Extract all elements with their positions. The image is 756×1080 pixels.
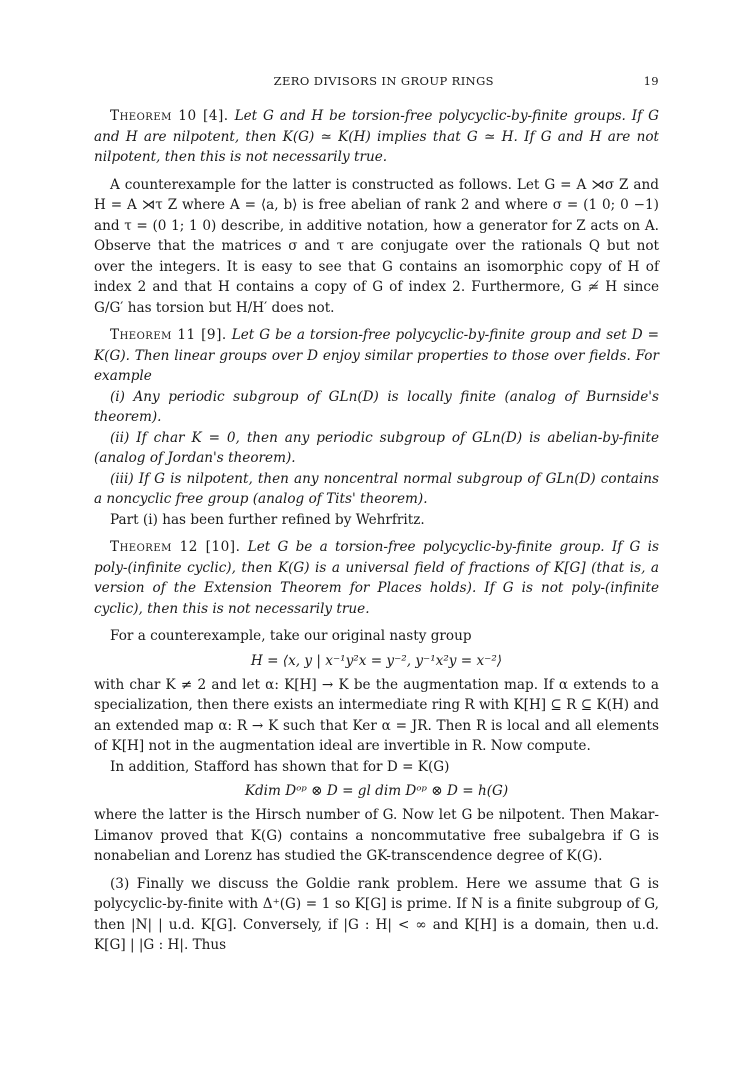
theorem-12 <box>94 537 659 619</box>
theorem-11-body: Let G be a torsion-free polycyclic-by-finite group and set D = K(G). Then linear groups over D enjoy similar properties to those over fields. For example <box>94 327 660 384</box>
paragraph-augmentation: with char K ≠ 2 and let α: K[H] → K be the augmentation map. If α extends to a specialization, then there exists an intermediate ring R with K[H] ⊆ R ⊆ K(H) and an extended map α: R → K such that Ker α = JR. Then R is local and all elements of K[H] not in the augmentation ideal are invertible in R. Now compute. <box>94 676 659 754</box>
paragraph-wehrfritz: Part (i) has been further refined by Wehrfritz. <box>110 511 425 528</box>
theorem-10-label: Theorem 10 [4]. <box>110 108 229 124</box>
display-equation-kdim: Kdim Dᵒᵖ ⊗ D = gl dim Dᵒᵖ ⊗ D = h(G) <box>244 783 509 799</box>
theorem-11-label: Theorem 11 [9]. <box>110 327 227 343</box>
theorem-11-item-ii: (ii) If char K = 0, then any periodic subgroup of GLn(D) is abelian-by-finite (analog of Jordan's theorem). <box>94 429 659 466</box>
theorem-11 <box>94 325 659 387</box>
theorem-11-item-iii: (iii) If G is nilpotent, then any noncentral normal subgroup of GLn(D) contains a noncyclic free group (analog of Tits' theorem). <box>94 470 659 507</box>
paragraph-hirsch: where the latter is the Hirsch number of G. Now let G be nilpotent. Then Makar-Limanov proved that K(G) contains a noncommutative free subalgebra if G is nonabelian and Lorenz has studied the GK-transcendence degree of K(G). <box>94 807 659 864</box>
paragraph-goldie-rank: (3) Finally we discuss the Goldie rank problem. Here we assume that G is polycyclic-by-finite with Δ⁺(G) = 1 so K[G] is prime. If N is a finite subgroup of G, then |N| | u.d. K[G]. Conversely, if |G : H| < ∞ and K[H] is a domain, then u.d. K[G] | |G : H|. Thus <box>94 875 659 953</box>
theorem-12-label: Theorem 12 [10]. <box>110 539 241 555</box>
paragraph-nasty-group: For a counterexample, take our original nasty group <box>110 628 472 644</box>
theorem-12-body: Let G be a torsion-free polycyclic-by-finite group. If G is poly-(infinite cyclic), then K(G) is a universal field of fractions of K[G] (that is, a version of the Extension Theorem for Places holds). If G is not poly-(infinite cyclic), then this is not necessarily true. <box>94 539 659 617</box>
page-number: 19 <box>643 74 659 88</box>
page <box>94 74 659 956</box>
running-title: ZERO DIVISORS IN GROUP RINGS <box>273 74 494 88</box>
display-equation-h: H = ⟨x, y | x⁻¹y²x = y⁻², y⁻¹x²y = x⁻²⟩ <box>250 652 503 669</box>
paragraph-stafford: In addition, Stafford has shown that for D = K(G) <box>110 758 450 775</box>
theorem-10-body: Let G and H be torsion-free polycyclic-by-finite groups. If G and H are nilpotent, then K(G) ≃ K(H) implies that G ≃ H. If G and H are not nilpotent, then this is not necessarily true. <box>94 108 660 165</box>
theorem-10 <box>94 106 659 168</box>
running-header <box>94 74 659 88</box>
theorem-11-item-i: (i) Any periodic subgroup of GLn(D) is locally finite (analog of Burnside's theorem). <box>94 388 659 425</box>
paragraph-counterexample: A counterexample for the latter is constructed as follows. Let G = A ⋊σ Z and H = A ⋊τ Z where A = ⟨a, b⟩ is free abelian of rank 2 and where σ = (1 0; 0 −1) and τ = (0 1; 1 0) describe, in additive notation, how a generator for Z acts on A. Observe that the matrices σ and τ are conjugate over the rationals Q but not over the integers. It is easy to see that G contains an isomorphic copy of H of index 2 and that H contains a copy of G of index 2. Furthermore, G ≄ H since G/G′ has torsion but H/H′ does not. <box>94 176 659 316</box>
